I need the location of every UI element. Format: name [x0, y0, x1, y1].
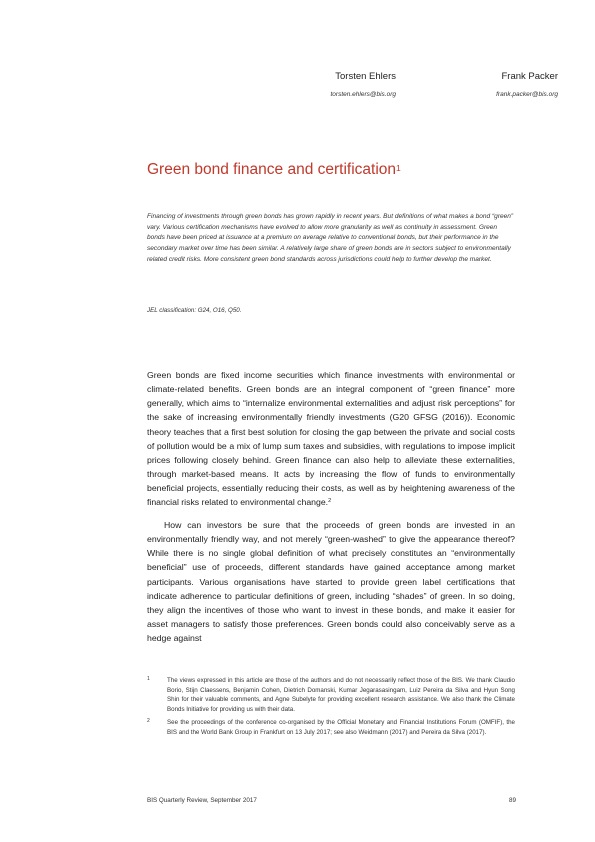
- footnote-2: [147, 718, 515, 737]
- article-title-text: Green bond finance and certification: [147, 161, 397, 178]
- author-frank-packer: [418, 71, 558, 100]
- footnotes: [147, 676, 515, 741]
- author-email: torsten.ehlers@bis.org: [330, 91, 396, 98]
- jel-classification: JEL classification: G24, O16, Q50.: [147, 307, 242, 314]
- author-torsten-ehlers: [300, 71, 396, 100]
- abstract: Financing of investments through green bonds has grown rapidly in recent years. But definitions of what makes a bond “green” vary. Various certification mechanisms have evolved to allow more granularity as well as continuity in assessment. Green bonds have been priced at issuance at a premium on average relative to conventional bonds, but their performance in the secondary market over time has been similar. A relatively large share of green bonds are in sectors subject to environmentally related credit risks. More consistent green bond standards across jurisdictions could help to further develop the market.: [147, 213, 514, 263]
- author-name: Torsten Ehlers: [335, 71, 396, 82]
- footnote-text: See the proceedings of the conference co-organised by the Official Monetary and Financial Institutions Forum (OMFIF), the BIS and the World Bank Group in Frankfurt on 13 July 2017; see also Weidmann (2017) and Pereira da Silva (2017).: [167, 719, 515, 736]
- body-paragraph-1-text: Green bonds are fixed income securities which finance investments with environmental or climate-related benefits. Green bonds are an integral component of “green finance” more generally, which aims to “internalize environmental externalities and adjust risk perceptions” for the sake of increasing environmentally friendly investments (G20 GFSG (2016)). Economic theory teaches that a first best solution for closing the gap between the private and social costs of pollution would be a mix of lump sum taxes and subsidies, with regulations to impose implicit prices following closely behind. Green finance can also help to alleviate these externalities, through market-based means. It acts by increasing the flow of funds to environmentally beneficial projects, essentially reducing their costs, as well as by heightening awareness of the financial risks related to environmental change.: [147, 370, 515, 508]
- footnote-1: [147, 676, 515, 714]
- page-number: 89: [508, 797, 516, 804]
- author-email: frank.packer@bis.org: [496, 91, 558, 98]
- footnote-ref-2: 2: [328, 498, 332, 505]
- author-name: Frank Packer: [501, 71, 558, 82]
- body-paragraph-2: How can investors be sure that the proceeds of green bonds are invested in an environmentally friendly way, and not merely “green-washed” to give the appearance thereof? While there is no single global definition of what precisely constitutes an “environmentally beneficial” use of proceeds, different standards have gained acceptance among market participants. Various organisations have started to provide green label certifications that indicate adherence to particular definitions of green, including “shades” of green. In so doing, they align the incentives of those who want to invest in these bonds, and make it easier for asset managers to satisfy those preferences. Green bonds could also conceivably serve as a hedge against: [147, 520, 515, 644]
- footer-publication: BIS Quarterly Review, September 2017: [147, 797, 257, 804]
- footnote-number: 1: [147, 676, 150, 682]
- title-footnote-ref: 1: [396, 163, 401, 173]
- footnote-text: The views expressed in this article are those of the authors and do not necessarily reflect those of the BIS. We thank Claudio Borio, Stijn Claessens, Benjamin Cohen, Dietrich Domanski, Kumar Jegarasasingam, Luiz Pereira da Silva and Hyun Song Shin for their valuable comments, and Agne Subelyte for providing excellent research assistance. We also thank the Climate Bonds Initiative for providing us with their data.: [167, 677, 515, 713]
- body-paragraph-1: [147, 368, 515, 510]
- article-title: [147, 160, 567, 180]
- footnote-number: 2: [147, 718, 150, 724]
